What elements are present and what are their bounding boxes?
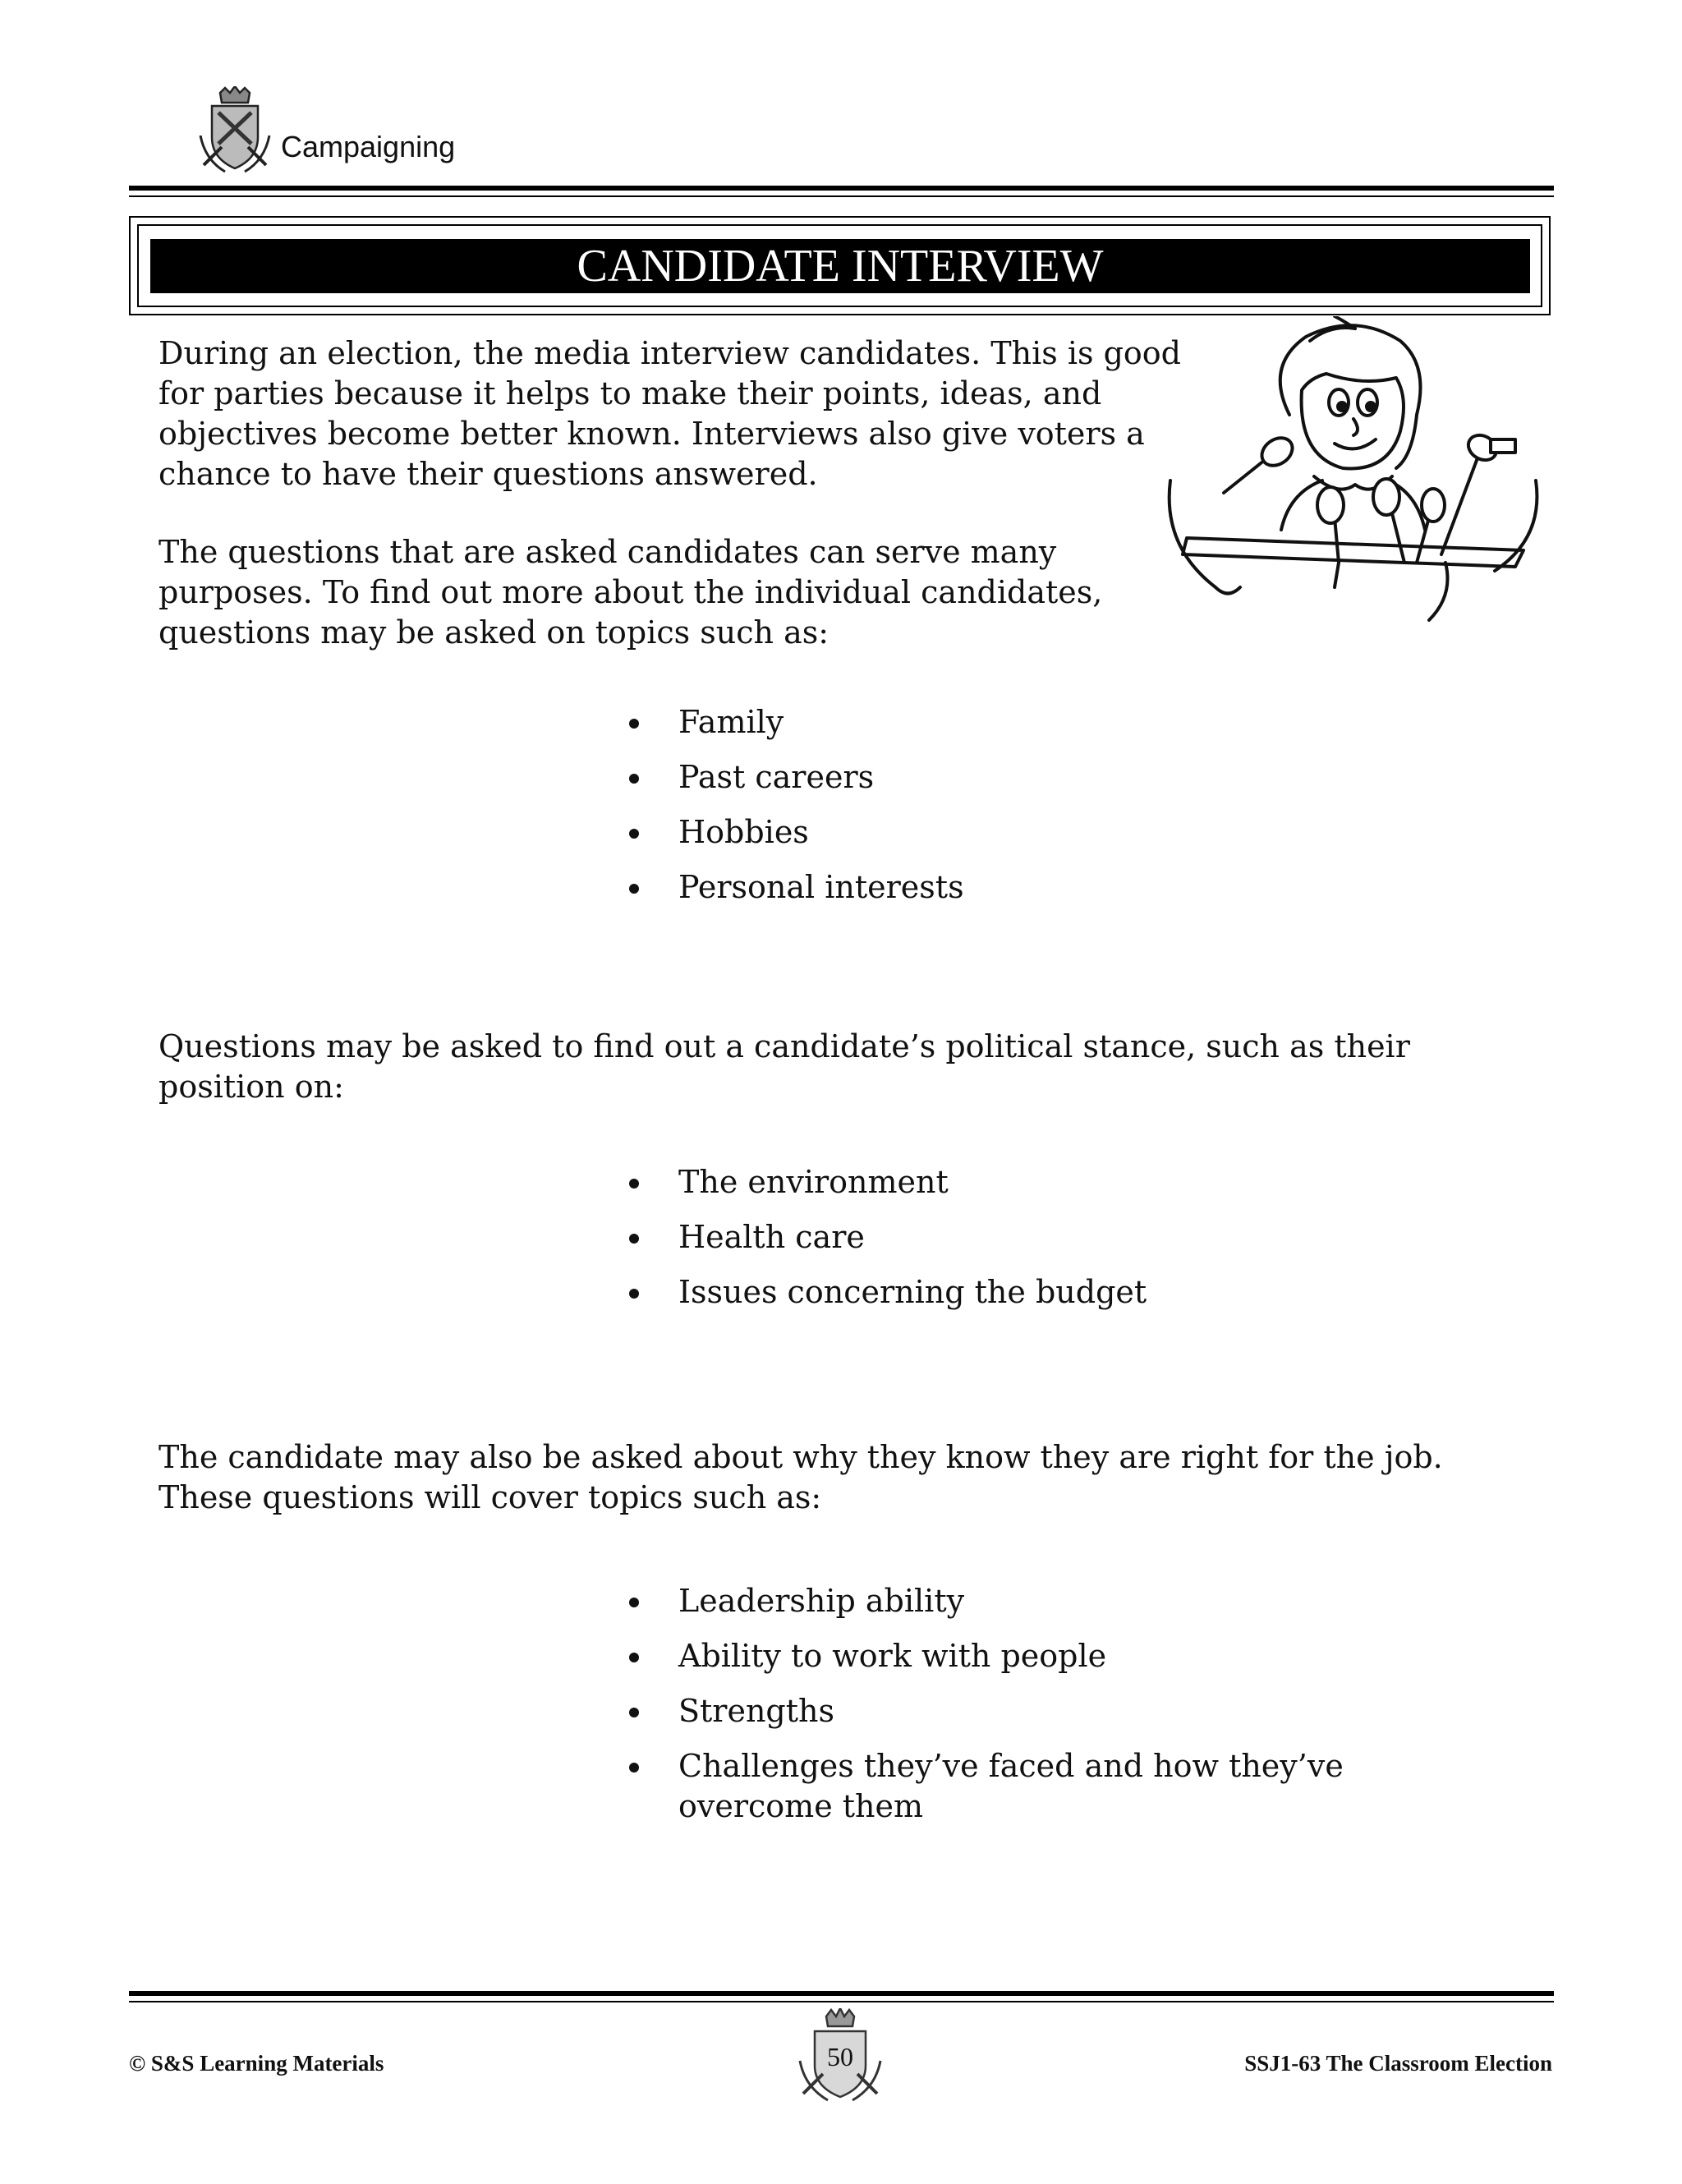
bullet-icon xyxy=(629,1708,639,1717)
list-item: Personal interests xyxy=(624,867,964,908)
job-fit-paragraph: The candidate may also be asked about why they know they are right for the job. These questions will cover topics such as: xyxy=(159,1439,1443,1515)
candidate-at-podium-illustration xyxy=(1166,316,1540,632)
page-title: CANDIDATE INTERVIEW xyxy=(150,239,1530,293)
political-stance-paragraph: Questions may be asked to find out a candidate’s political stance, such as their position on: xyxy=(159,1028,1410,1105)
bullet-icon xyxy=(629,1179,639,1189)
bullet-icon xyxy=(629,884,639,894)
bullet-icon xyxy=(629,829,639,839)
bullet-icon xyxy=(629,774,639,784)
job-fit-topics-list xyxy=(624,1581,1380,1841)
footer-book-title: SSJ1-63 The Classroom Election xyxy=(1244,2051,1552,2076)
list-item: Past careers xyxy=(624,757,964,798)
bullet-icon xyxy=(629,1653,639,1662)
footer-rule-thick xyxy=(129,1991,1554,1996)
list-item: Health care xyxy=(624,1217,1147,1258)
bullet-icon xyxy=(629,1289,639,1299)
bullet-icon xyxy=(629,1763,639,1772)
intro-paragraph: During an election, the media interview candidates. This is good for parties because it helps to make their points, ideas, and objectives become better known. Interviews also give voters a chance to have their questions answered. xyxy=(159,335,1181,492)
personal-topics-list xyxy=(624,702,964,922)
bullet-icon xyxy=(629,719,639,729)
header-rule-thin xyxy=(129,195,1554,197)
list-item: Hobbies xyxy=(624,812,964,853)
list-item: The environment xyxy=(624,1162,1147,1202)
list-item: Ability to work with people xyxy=(624,1636,1380,1676)
list-item: Strengths xyxy=(624,1691,1380,1731)
list-item: Family xyxy=(624,702,964,743)
list-item: Issues concerning the budget xyxy=(624,1272,1147,1313)
bullet-icon xyxy=(629,1234,639,1244)
footer-rule-thin xyxy=(129,2001,1554,2002)
list-item: Leadership ability xyxy=(624,1581,1380,1621)
list-item: Challenges they’ve faced and how they’ve overcome them xyxy=(624,1746,1380,1827)
section-label: Campaigning xyxy=(281,130,456,163)
page-number: 50 xyxy=(827,2042,853,2071)
footer-copyright: © S&S Learning Materials xyxy=(129,2051,384,2076)
header-rule-thick xyxy=(129,186,1554,191)
crest-icon xyxy=(197,86,273,177)
purpose-paragraph: The questions that are asked candidates can serve many purposes. To find out more about the individual candidates, questions may be asked on topics such as: xyxy=(159,534,1103,651)
bullet-icon xyxy=(629,1598,639,1607)
political-topics-list xyxy=(624,1162,1147,1327)
